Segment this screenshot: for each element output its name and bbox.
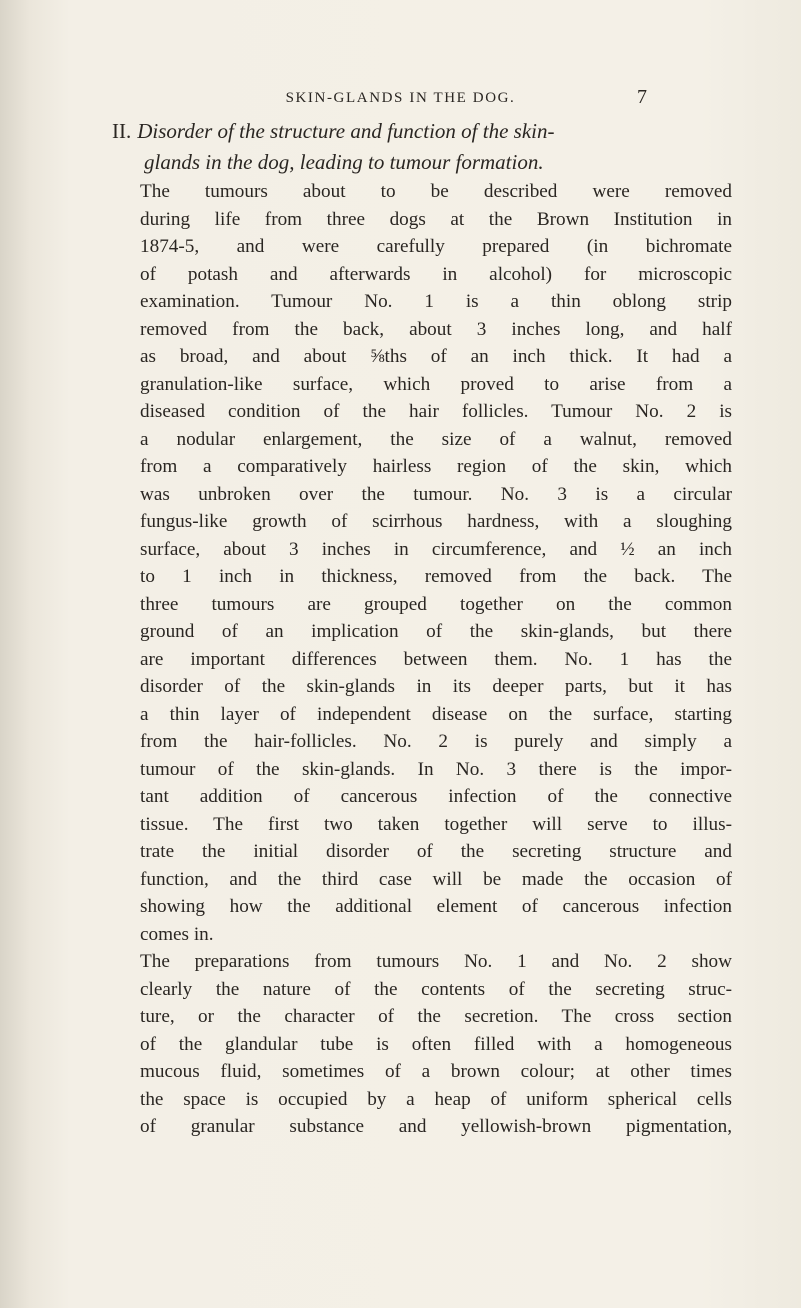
text-line: examination. Tumour No. 1 is a thin oblong strip — [140, 291, 732, 312]
text-line: showing how the additional element of cancerous infection — [140, 896, 732, 917]
running-title: SKIN-GLANDS IN THE DOG. — [285, 90, 516, 106]
text-line: comes in. — [140, 923, 214, 945]
text-line: removed from the back, about 3 inches long, and half — [140, 318, 732, 340]
text-line: granulation-like surface, which proved to arise from a — [140, 373, 732, 395]
text-line: was unbroken over the tumour. No. 3 is a circular — [140, 483, 732, 505]
text-line: tissue. The first two taken together will serve to illus- — [140, 813, 732, 835]
text-line: clearly the nature of the contents of the secreting struc- — [140, 978, 732, 1000]
text-line: are important differences between them. No. 1 has the — [140, 648, 732, 670]
section-number: II. — [112, 119, 132, 143]
text-line: of the glandular tube is often filled with a homogeneous — [140, 1033, 732, 1055]
text-line: mucous fluid, sometimes of a brown colour; at other times — [140, 1061, 732, 1082]
text-line: to 1 inch in thickness, removed from the back. The — [140, 566, 732, 587]
text-line: function, and the third case will be made the occasion of — [140, 868, 732, 890]
section-title-line-1: Disorder of the structure and function of the skin- — [137, 119, 555, 143]
text-line: from a comparatively hairless region of the skin, which — [140, 456, 732, 477]
text-line: the space is occupied by a heap of uniform spherical cells — [140, 1088, 732, 1110]
section-heading — [112, 116, 732, 178]
body-text — [112, 178, 732, 1141]
paragraph-1 — [112, 178, 732, 948]
text-line: fungus-like growth of scirrhous hardness, with a sloughing — [140, 511, 732, 532]
text-line: ture, or the character of the secretion. The cross section — [140, 1006, 732, 1027]
text-line: three tumours are grouped together on the common — [140, 593, 732, 615]
text-line: trate the initial disorder of the secreting structure and — [140, 841, 732, 862]
text-line: 1874-5, and were carefully prepared (in bichromate — [140, 236, 732, 257]
text-line: The tumours about to be described were removed — [140, 181, 732, 202]
text-line: from the hair-follicles. No. 2 is purely and simply a — [140, 731, 732, 752]
page-number: 7 — [637, 86, 647, 108]
paragraph-2 — [112, 948, 732, 1141]
text-line: disorder of the skin-glands in its deeper parts, but it has — [140, 676, 732, 697]
text-line: a thin layer of independent disease on the surface, starting — [140, 703, 732, 725]
section-title-line-2: glands in the dog, leading to tumour formation. — [144, 150, 544, 174]
text-line: tant addition of cancerous infection of the connective — [140, 786, 732, 807]
text-line: tumour of the skin-glands. In No. 3 there is the impor- — [140, 758, 732, 780]
running-header — [0, 86, 801, 110]
text-line: The preparations from tumours No. 1 and No. 2 show — [140, 951, 732, 972]
text-line: during life from three dogs at the Brown Institution in — [140, 208, 732, 230]
text-line: ground of an implication of the skin-glands, but there — [140, 621, 732, 642]
text-line: as broad, and about ⅝ths of an inch thick. It had a — [140, 346, 732, 367]
text-line: of potash and afterwards in alcohol) for microscopic — [140, 263, 732, 285]
text-line: of granular substance and yellowish-brown pigmentation, — [140, 1116, 732, 1137]
text-line: a nodular enlargement, the size of a walnut, removed — [140, 428, 732, 450]
text-line: surface, about 3 inches in circumference, and ½ an inch — [140, 538, 732, 560]
text-line: diseased condition of the hair follicles. Tumour No. 2 is — [140, 401, 732, 422]
